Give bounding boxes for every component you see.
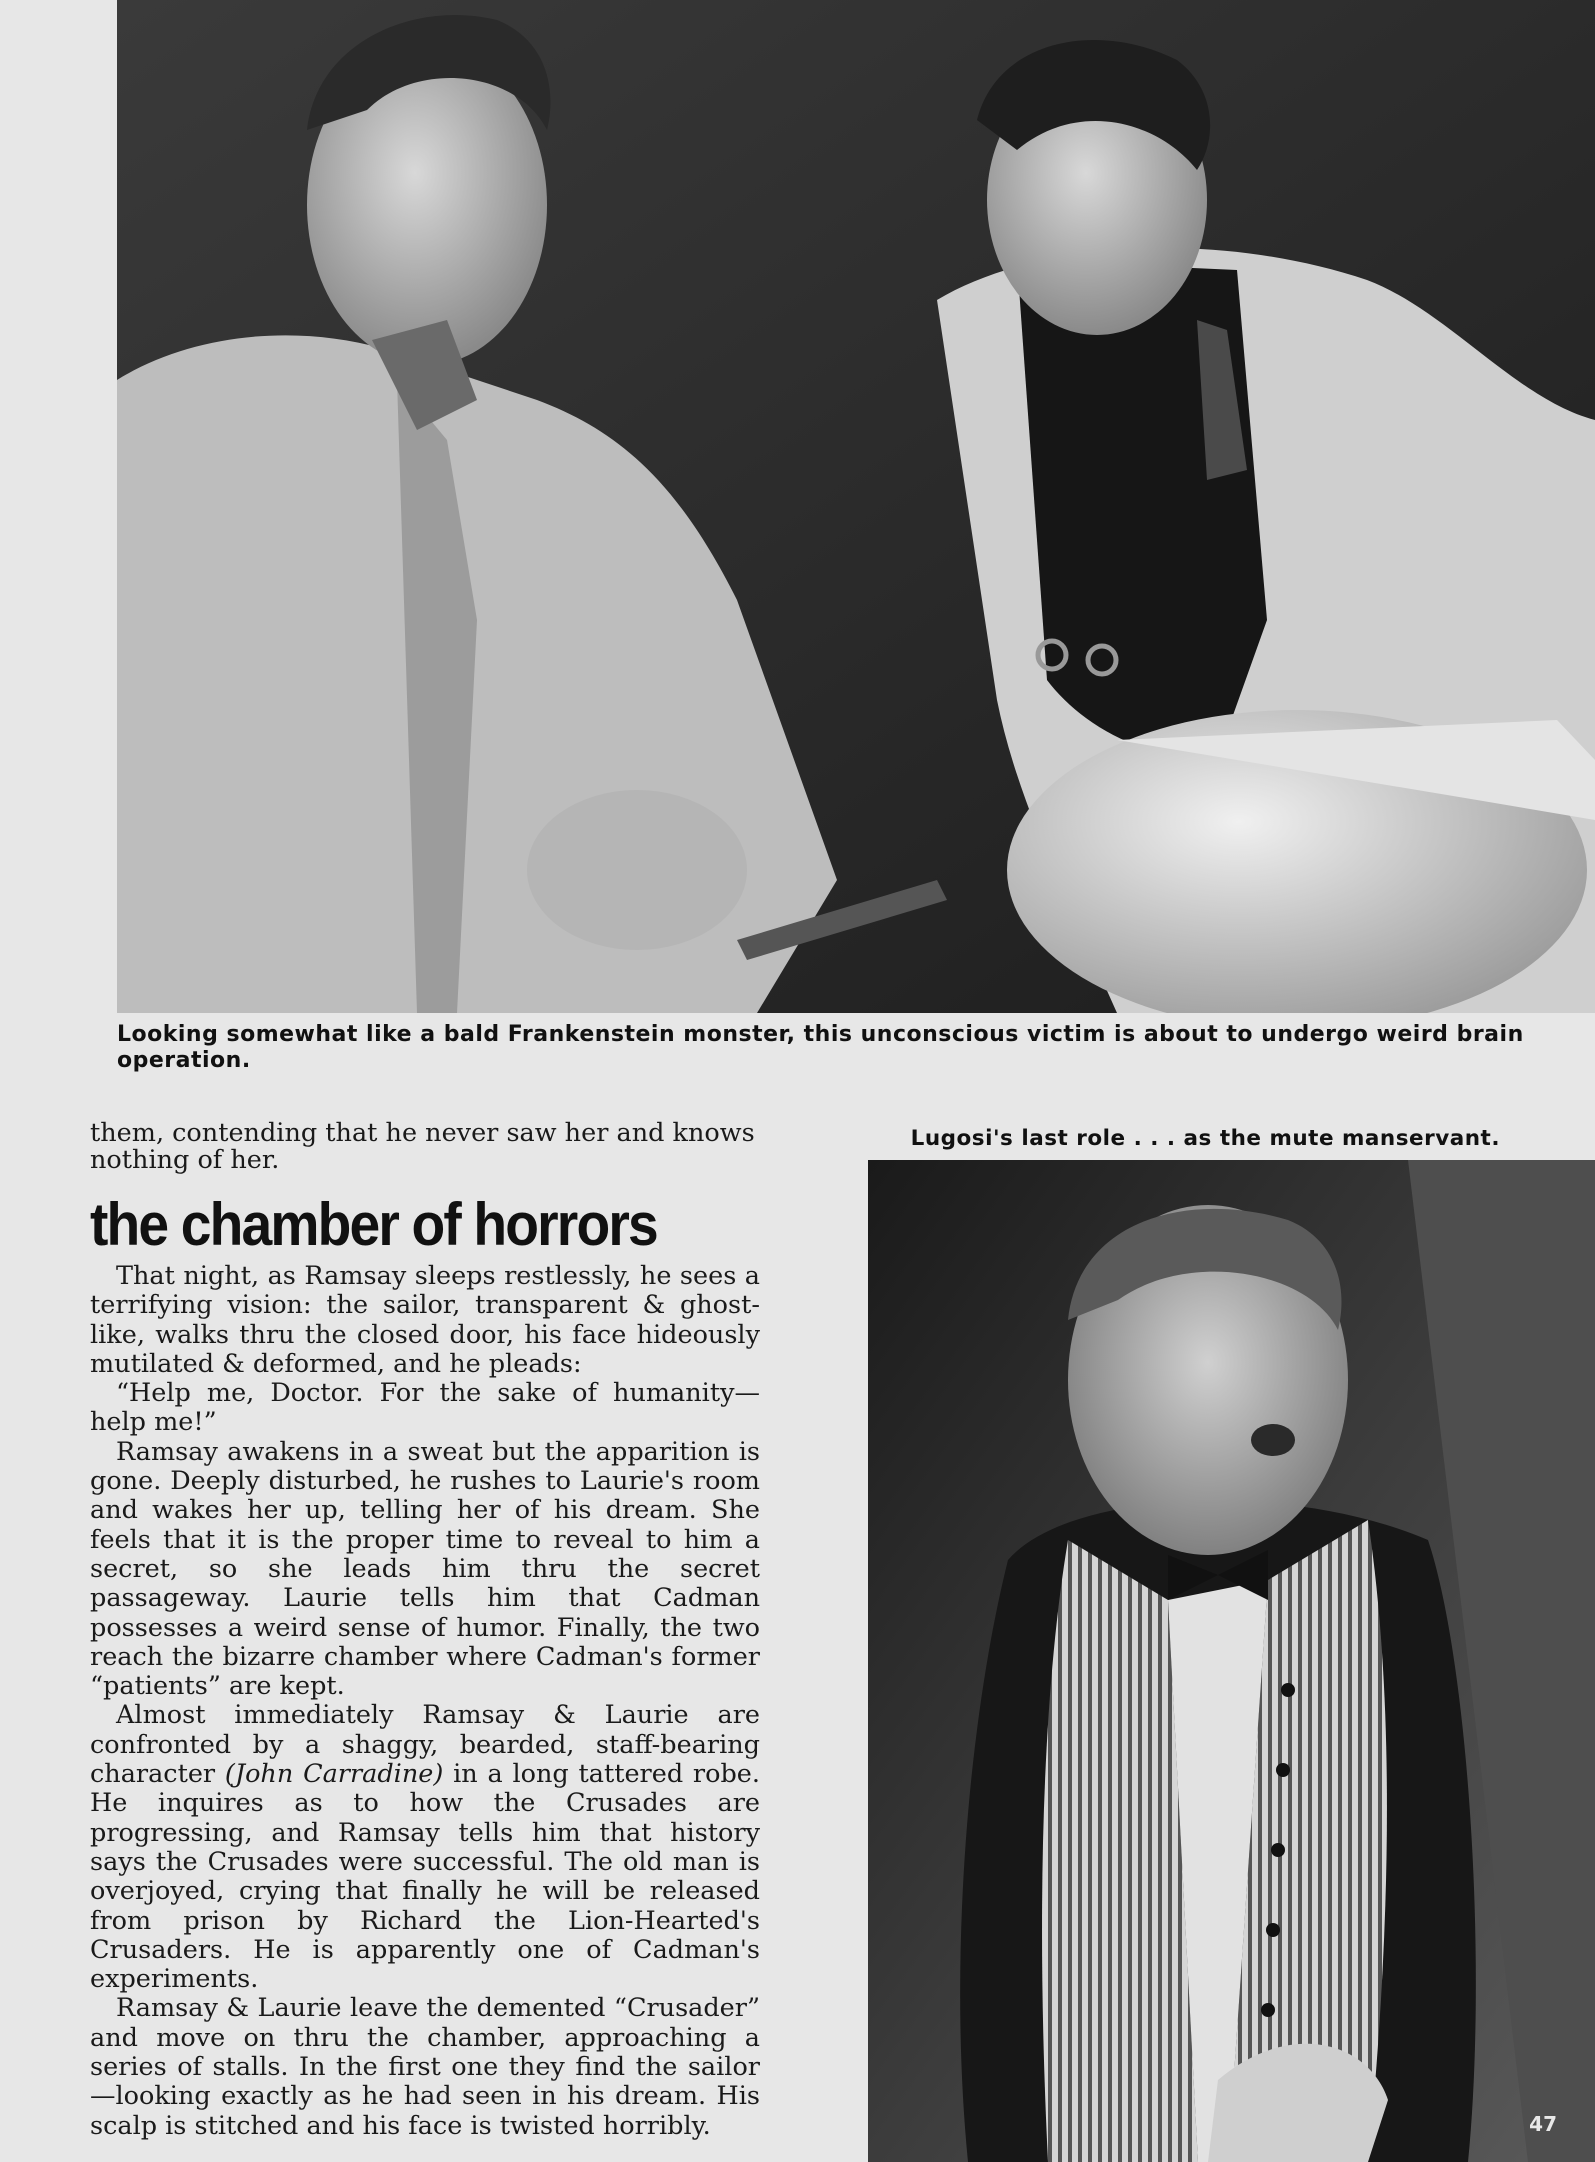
lugosi-photo-caption: Lugosi's last role . . . as the mute manservant. <box>910 1126 1500 1151</box>
top-photo-caption: Looking somewhat like a bald Frankenstein monster, this unconscious victim is about to undergo weird brain operation. <box>117 1022 1524 1073</box>
lugosi-photo <box>868 1160 1595 2162</box>
actor-credit: (John Carradine) <box>224 1759 444 1790</box>
article-text: Almost immediately Ramsay & Laurie are confronted by a shaggy, bearded, staff-bearing character <box>90 1700 760 1790</box>
article-paragraph: That night, as Ramsay sleeps restlessly, he sees a terrifying vision: the sailor, transparent & ghost-like, walks thru the closed door, his face hideously mutilated & deformed, and he pleads: <box>90 1261 760 1379</box>
article-paragraph: Ramsay awakens in a sweat but the apparition is gone. Deeply disturbed, he rushes to Laurie's room and wakes her up, telling her of his dream. She feels that it is the proper time to reveal to him a secret, so she leads him thru the secret passageway. Laurie tells him that Cadman possesses a weird sense of humor. Finally, the two reach the bizarre chamber where Cadman's former “patients” are kept. <box>90 1436 760 1702</box>
intro-paragraph: them, contending that he never saw her and knows nothing of her. <box>90 1118 755 1175</box>
article-quote: “Help me, Doctor. For the sake of humanity—help me!” <box>90 1378 760 1438</box>
page-number: 47 <box>1529 2112 1557 2136</box>
article-text: in a long tattered robe. He inquires as to how the Crusades are progressing, and Ramsay tells him that history says the Crusades were successful. The old man is overjoyed, crying that finally he will be released from prison by Richard the Lion-Hearted's Crusaders. He is apparently one of Cadman's experiments. <box>90 1759 760 1995</box>
surgery-photo <box>117 0 1595 1013</box>
article-paragraph: Ramsay & Laurie leave the demented “Crusader” and move on thru the chamber, approaching a series of stalls. In the first one they find the sailor—looking exactly as he had seen in his dream. His scalp is stitched and his face is twisted horribly. <box>90 1993 760 2141</box>
section-heading: the chamber of horrors <box>90 1191 657 1258</box>
article-body <box>90 1262 760 2141</box>
article-paragraph <box>90 1701 760 1994</box>
